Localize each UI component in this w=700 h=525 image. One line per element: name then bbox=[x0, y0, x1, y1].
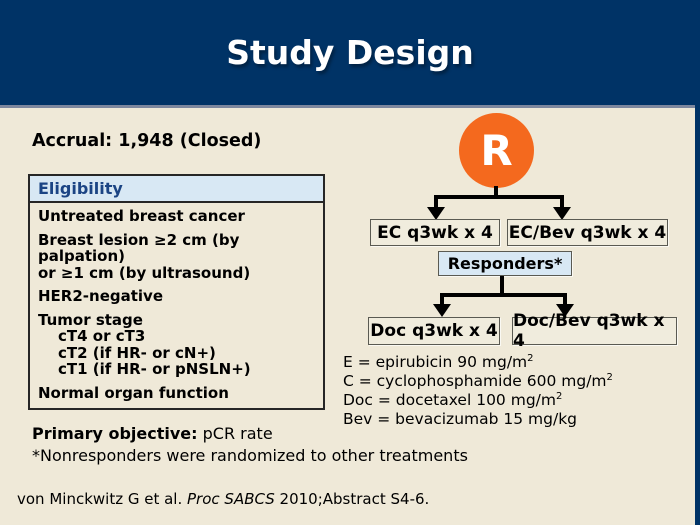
eligibility-line: or ≥1 cm (by ultrasound) bbox=[38, 263, 251, 282]
arm-box-ec: EC q3wk x 4 bbox=[370, 219, 500, 246]
eligibility-line: Untreated breast cancer bbox=[38, 207, 245, 225]
title-bar bbox=[0, 0, 700, 108]
primary-objective-label: Primary objective: bbox=[32, 424, 198, 443]
responders-box: Responders* bbox=[438, 251, 572, 276]
legend-line: Bev = bevacizumab 15 mg/kg bbox=[343, 410, 578, 428]
eligibility-line: HER2-negative bbox=[38, 287, 163, 305]
flow-connector-split-1 bbox=[434, 195, 564, 199]
eligibility-item bbox=[38, 208, 315, 225]
primary-objective-value: pCR rate bbox=[197, 424, 273, 443]
legend-line: Doc = docetaxel 100 $mg/m^2$ bbox=[343, 390, 563, 409]
nonresponders-footnote: *Nonresponders were randomized to other treatments bbox=[32, 446, 468, 465]
drug-legend bbox=[343, 353, 613, 429]
eligibility-line: cT4 or cT3 bbox=[58, 327, 146, 345]
eligibility-item bbox=[38, 385, 315, 402]
flow-connector-split-2 bbox=[440, 293, 567, 297]
arm-box-doc-bev: Doc/Bev q3wk x 4 bbox=[512, 317, 677, 345]
right-edge-strip bbox=[695, 0, 700, 525]
eligibility-box bbox=[28, 174, 325, 410]
legend-line: E = epirubicin 90 $mg/m^2$ bbox=[343, 352, 534, 371]
randomization-letter: R bbox=[480, 125, 513, 175]
eligibility-item bbox=[38, 312, 315, 378]
eligibility-line: Tumor stage bbox=[38, 310, 143, 329]
arrow-down-icon bbox=[433, 304, 451, 317]
eligibility-item bbox=[38, 232, 315, 282]
citation-pre: von Minckwitz G et al. bbox=[17, 490, 188, 508]
page-title: Study Design bbox=[226, 33, 474, 72]
arm-box-doc: Doc q3wk x 4 bbox=[368, 317, 500, 345]
eligibility-line: cT1 (if HR- or pNSLN+) bbox=[58, 360, 251, 378]
arm-box-ec-bev: EC/Bev q3wk x 4 bbox=[507, 219, 668, 246]
eligibility-list bbox=[30, 203, 323, 408]
legend-line: C = cyclophosphamide 600 $mg/m^2$ bbox=[343, 371, 613, 390]
eligibility-line: cT2 (if HR- or cN+) bbox=[58, 343, 216, 362]
eligibility-line: Normal organ function bbox=[38, 383, 229, 402]
primary-objective bbox=[32, 424, 273, 443]
eligibility-line: Breast lesion ≥2 cm (by palpation) bbox=[38, 230, 240, 265]
accrual-text: Accrual: 1,948 (Closed) bbox=[32, 131, 262, 151]
randomization-circle bbox=[459, 113, 534, 188]
citation-post: 2010;Abstract S4-6. bbox=[274, 490, 430, 508]
citation bbox=[17, 490, 429, 508]
citation-journal: Proc SABCS bbox=[187, 490, 275, 508]
eligibility-item bbox=[38, 288, 315, 305]
eligibility-header: Eligibility bbox=[30, 176, 323, 203]
